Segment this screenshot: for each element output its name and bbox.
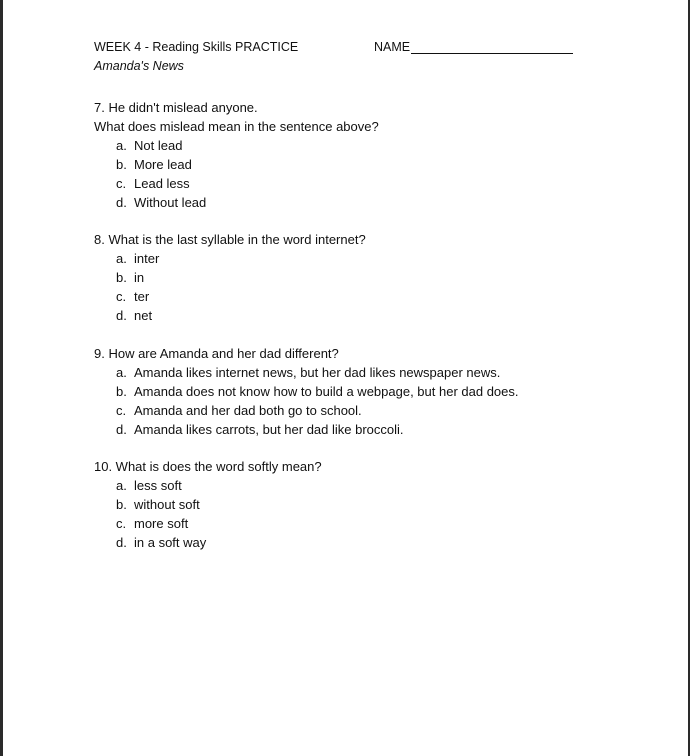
worksheet-subtitle: Amanda's News (94, 59, 184, 73)
option-letter: d. (116, 195, 127, 210)
option-text: less soft (134, 478, 182, 493)
answer-option (94, 514, 654, 533)
question-prompt: What does mislead mean in the sentence above? (94, 119, 379, 134)
option-letter: c. (116, 289, 127, 304)
question-8 (94, 230, 654, 325)
answer-option (94, 174, 654, 193)
option-letter: a. (116, 251, 127, 266)
question-prompt: 7. He didn't mislead anyone. (94, 100, 258, 115)
option-letter: b. (116, 157, 127, 172)
name-label: NAME (374, 40, 411, 54)
option-letter: b. (116, 497, 127, 512)
answer-option (94, 476, 654, 495)
answer-option (94, 363, 654, 382)
option-letter: d. (116, 535, 127, 550)
option-text: Not lead (134, 138, 183, 153)
option-text: Without lead (134, 195, 207, 210)
option-text: ter (134, 289, 150, 304)
option-letter: c. (116, 516, 127, 531)
answer-option (94, 136, 654, 155)
option-letter: a. (116, 478, 127, 493)
name-blank-line (411, 53, 573, 54)
option-text: Amanda does not know how to build a webpage, but her dad does. (134, 384, 519, 399)
option-letter: a. (116, 365, 127, 380)
option-text: more soft (134, 516, 189, 531)
option-text: in (134, 270, 145, 285)
question-7 (94, 98, 654, 212)
option-text: Amanda likes carrots, but her dad like broccoli. (134, 422, 404, 437)
answer-option (94, 420, 654, 439)
option-text: Amanda likes internet news, but her dad likes newspaper news. (134, 365, 501, 380)
answer-option (94, 306, 654, 325)
question-9 (94, 344, 654, 439)
option-letter: b. (116, 270, 127, 285)
answer-option (94, 287, 654, 306)
answer-options (94, 136, 654, 212)
answer-option (94, 495, 654, 514)
option-letter: c. (116, 403, 127, 418)
question-prompt: 8. What is the last syllable in the word internet? (94, 232, 366, 247)
option-letter: a. (116, 138, 127, 153)
option-text: inter (134, 251, 160, 266)
answer-options (94, 249, 654, 325)
answer-options (94, 476, 654, 552)
option-text: in a soft way (134, 535, 207, 550)
answer-option (94, 268, 654, 287)
question-10 (94, 457, 654, 552)
page-left-edge (0, 0, 3, 756)
answer-option (94, 382, 654, 401)
option-text: More lead (134, 157, 192, 172)
answer-option (94, 249, 654, 268)
option-letter: b. (116, 384, 127, 399)
answer-option (94, 193, 654, 212)
question-prompt: 10. What is does the word softly mean? (94, 459, 322, 474)
answer-options (94, 363, 654, 439)
option-text: without soft (134, 497, 200, 512)
option-text: Lead less (134, 176, 190, 191)
worksheet-title: WEEK 4 - Reading Skills PRACTICE (94, 40, 299, 54)
answer-option (94, 155, 654, 174)
answer-option (94, 533, 654, 552)
answer-option (94, 401, 654, 420)
option-text: Amanda and her dad both go to school. (134, 403, 362, 418)
option-letter: d. (116, 422, 127, 437)
option-letter: d. (116, 308, 127, 323)
question-prompt: 9. How are Amanda and her dad different? (94, 346, 339, 361)
option-text: net (134, 308, 153, 323)
option-letter: c. (116, 176, 127, 191)
